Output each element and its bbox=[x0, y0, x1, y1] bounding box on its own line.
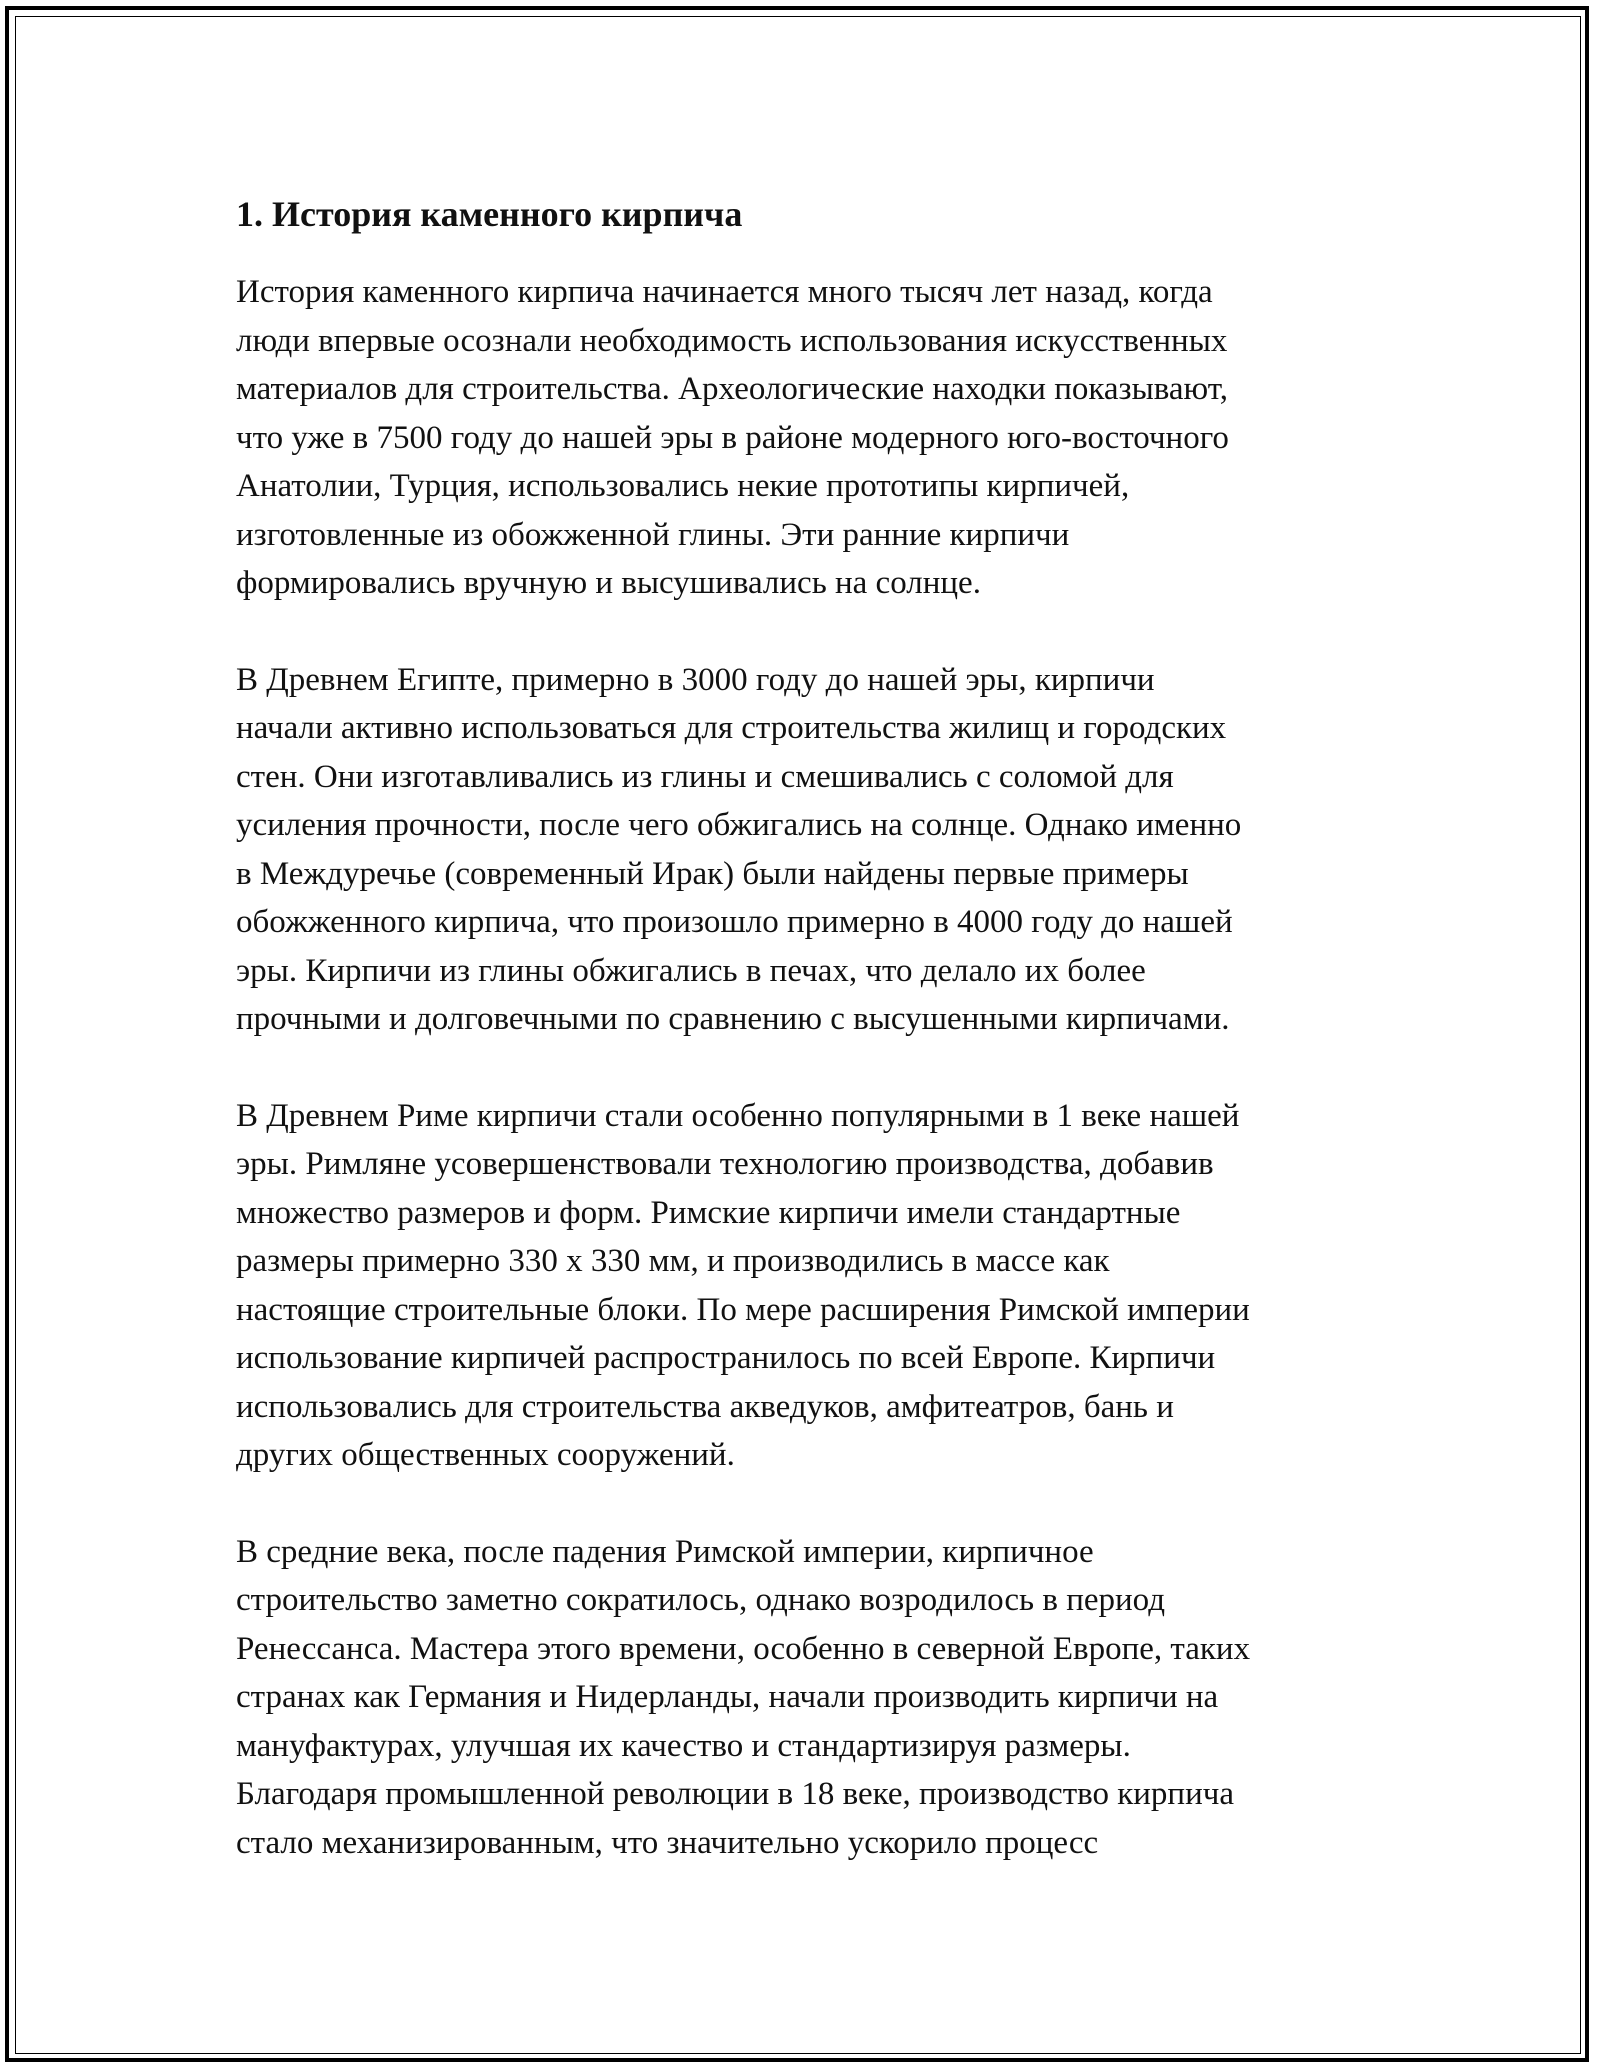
paragraph-3 bbox=[236, 1092, 1386, 1480]
paragraph-line: усиления прочности, после чего обжигались на солнце. Однако именно bbox=[236, 807, 1242, 843]
paragraph-line: начали активно использоваться для строительства жилищ и городских bbox=[236, 710, 1227, 746]
paragraph-line: эры. Кирпичи из глины обжигались в печах, что делало их более bbox=[236, 952, 1146, 989]
paragraph-line: Ренессанса. Мастера этого времени, особенно в северной Европе, таких bbox=[236, 1630, 1251, 1667]
paragraph-line: стен. Они изготавливались из глины и смешивались с соломой для bbox=[236, 758, 1174, 795]
section-heading: 1. История каменного кирпича bbox=[236, 194, 743, 234]
paragraph-line: изготовленные из обожженной глины. Эти ранние кирпичи bbox=[236, 516, 1070, 553]
paragraph-line: в Междуречье (современный Ирак) были найдены первые примеры bbox=[236, 855, 1189, 892]
paragraph-line: мануфактурах, улучшая их качество и стандартизируя размеры. bbox=[236, 1727, 1131, 1764]
paragraph-line: В Древнем Египте, примерно в 3000 году до нашей эры, кирпичи bbox=[236, 661, 1155, 698]
paragraph-line: эры. Римляне усовершенствовали технологию производства, добавив bbox=[236, 1146, 1214, 1182]
paragraph-line: размеры примерно 330 x 330 мм, и производились в массе как bbox=[236, 1243, 1110, 1279]
paragraph-line: что уже в 7500 году до нашей эры в районе модерного юго-восточного bbox=[236, 419, 1229, 456]
paragraph-line: Анатолии, Турция, использовались некие прототипы кирпичей, bbox=[236, 468, 1130, 504]
paragraph-line: формировались вручную и высушивались на солнце. bbox=[236, 565, 981, 601]
paragraph-line: В Древнем Риме кирпичи стали особенно популярными в 1 веке нашей bbox=[236, 1097, 1240, 1134]
paragraph-line: обожженного кирпича, что произошло примерно в 4000 году до нашей bbox=[236, 904, 1233, 940]
paragraph-2 bbox=[236, 656, 1386, 1044]
paragraph-line: использование кирпичей распространилось по всей Европе. Кирпичи bbox=[236, 1340, 1216, 1376]
paragraph-line: прочными и долговечными по сравнению с высушенными кирпичами. bbox=[236, 1001, 1230, 1037]
paragraph-line: Благодаря промышленной революции в 18 веке, производство кирпича bbox=[236, 1776, 1234, 1812]
paragraph-line: История каменного кирпича начинается много тысяч лет назад, когда bbox=[236, 274, 1213, 310]
paragraph-line: использовались для строительства акведуков, амфитеатров, бань и bbox=[236, 1388, 1174, 1425]
paragraph-line: люди впервые осознали необходимость использования искусственных bbox=[236, 322, 1228, 359]
document-body bbox=[236, 190, 1386, 1915]
paragraph-line: настоящие строительные блоки. По мере расширения Римской империи bbox=[236, 1291, 1250, 1328]
paragraph-line: странах как Германия и Нидерланды, начали производить кирпичи на bbox=[236, 1679, 1219, 1715]
paragraph-line: других общественных сооружений. bbox=[236, 1437, 735, 1473]
paragraph-line: материалов для строительства. Археологические находки показывают, bbox=[236, 371, 1228, 407]
paragraph-line: В средние века, после падения Римской империи, кирпичное bbox=[236, 1533, 1094, 1570]
paragraph-4 bbox=[236, 1528, 1386, 1868]
paragraph-line: стало механизированным, что значительно ускорило процесс bbox=[236, 1824, 1099, 1861]
paragraph-1 bbox=[236, 268, 1386, 608]
paragraph-line: строительство заметно сократилось, однако возродилось в период bbox=[236, 1582, 1165, 1618]
paragraph-line: множество размеров и форм. Римские кирпичи имели стандартные bbox=[236, 1194, 1181, 1231]
